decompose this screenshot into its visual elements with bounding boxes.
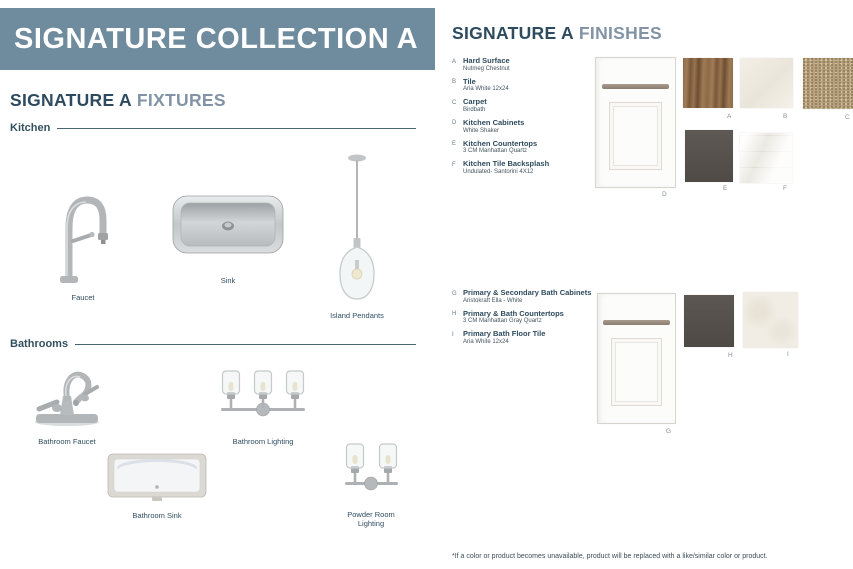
bathroom-sink-label: Bathroom Sink <box>132 511 182 520</box>
finish-title: Hard Surface <box>463 56 510 65</box>
finish-letter: I <box>452 331 454 338</box>
finish-title: Kitchen Countertops <box>463 138 538 148</box>
finish-title: Primary & Bath Countertops <box>463 308 564 318</box>
kitchen-backsplash-swatch <box>740 133 792 183</box>
page-title: SIGNATURE COLLECTION A <box>14 22 419 55</box>
kitchen-section-header <box>10 122 416 134</box>
hard-surface-swatch <box>683 58 733 108</box>
fixtures-heading-secondary: FIXTURES <box>136 90 226 110</box>
island-pendants-item <box>330 152 384 320</box>
finish-item-a <box>452 57 602 73</box>
fixtures-heading-primary: SIGNATURE A <box>10 90 132 110</box>
finish-letter: C <box>452 99 457 106</box>
finish-item-g <box>452 289 602 305</box>
finish-subtitle: 3 CM Manhattan Gray Quartz <box>463 318 542 325</box>
disclaimer-text: *If a color or product becomes unavailable, product will be replaced with a like/similar color or product. <box>452 553 768 560</box>
kitchen-cabinet-door-swatch <box>595 57 676 188</box>
island-pendants-label: Island Pendants <box>330 311 384 320</box>
kitchen-section-divider <box>57 128 416 129</box>
finish-title: Primary & Secondary Bath Cabinets <box>463 288 592 297</box>
finish-letter: E <box>452 141 457 147</box>
finish-subtitle: Aria White 12x24 <box>463 338 509 345</box>
finish-title: Tile <box>463 76 476 86</box>
bath-cabinet-door-swatch <box>597 293 676 424</box>
finish-letter: A <box>452 58 457 65</box>
kitchen-sink-label: Sink <box>220 276 236 285</box>
finish-subtitle: Nutmeg Chestnut <box>463 65 510 72</box>
bathroom-sink-item <box>105 452 209 520</box>
finishes-heading <box>452 23 662 44</box>
swatch-label-h: H <box>728 352 733 359</box>
swatch-label-g: G <box>666 428 672 435</box>
bath-finishes-list <box>452 289 602 351</box>
finish-letter: B <box>452 79 457 86</box>
bathroom-lighting-image <box>213 370 313 428</box>
finishes-heading-secondary: FINISHES <box>578 23 663 43</box>
bathroom-faucet-item <box>25 352 109 446</box>
kitchen-faucet-label: Faucet <box>71 293 95 302</box>
kitchen-faucet-image <box>48 188 118 284</box>
cabinet-handle <box>602 84 670 89</box>
finish-subtitle: Birdbath <box>463 106 486 113</box>
finish-item-d <box>452 119 602 135</box>
finish-item-f <box>452 160 602 176</box>
finish-item-i <box>452 330 602 346</box>
swatch-label-f: F <box>783 185 787 192</box>
kitchen-finishes-list <box>452 57 602 181</box>
finish-letter: G <box>452 290 457 297</box>
swatch-label-b: B <box>783 113 788 120</box>
kitchen-countertop-swatch <box>685 130 733 182</box>
kitchen-faucet-item <box>43 188 123 302</box>
cabinet-handle <box>603 320 669 325</box>
finishes-heading-primary: SIGNATURE A <box>452 23 574 43</box>
bathrooms-section-label: Bathrooms <box>10 338 69 350</box>
bathroom-faucet-image <box>27 352 107 428</box>
carpet-swatch <box>803 58 853 109</box>
finish-title: Kitchen Tile Backsplash <box>463 159 550 169</box>
finish-subtitle: 3 CM Manhattan Quartz <box>463 148 528 155</box>
fixtures-heading <box>10 90 226 111</box>
powder-room-lighting-item <box>336 441 406 528</box>
banner <box>0 8 435 70</box>
powder-room-lighting-image <box>339 441 404 501</box>
bathrooms-section-divider <box>75 344 416 345</box>
bathroom-lighting-label: Bathroom Lighting <box>232 437 294 446</box>
finish-subtitle: Aria White 12x24 <box>463 86 509 93</box>
powder-room-lighting-label: Powder Room Lighting <box>347 510 395 528</box>
finish-letter: F <box>452 161 456 168</box>
finish-subtitle: Aristokraft Ella - White <box>463 297 523 304</box>
bathrooms-section-header <box>10 338 416 350</box>
swatch-label-i: I <box>787 351 789 358</box>
bath-countertop-swatch <box>684 295 734 347</box>
cabinet-panel <box>609 102 661 170</box>
bathroom-sink-image <box>107 452 207 502</box>
tile-swatch <box>740 58 793 108</box>
finish-letter: H <box>452 311 457 318</box>
swatch-label-c: C <box>845 114 850 121</box>
finish-item-b <box>452 78 602 94</box>
finish-item-c <box>452 98 602 114</box>
finish-title: Carpet <box>463 97 487 107</box>
swatch-label-a: A <box>727 113 732 120</box>
finish-item-e <box>452 140 602 156</box>
finish-subtitle: White Shaker <box>463 127 500 134</box>
finish-item-h <box>452 310 602 326</box>
swatch-label-d: D <box>662 191 667 198</box>
kitchen-section-label: Kitchen <box>10 122 51 134</box>
cabinet-panel <box>611 338 662 406</box>
finish-subtitle: Undulated- Santorini 4X12 <box>463 168 534 175</box>
kitchen-sink-image <box>172 195 284 255</box>
finish-title: Primary Bath Floor Tile <box>463 329 546 339</box>
bathroom-lighting-item <box>211 370 315 446</box>
finish-title: Kitchen Cabinets <box>463 117 525 127</box>
island-pendant-image <box>332 152 382 302</box>
finish-letter: D <box>452 120 457 127</box>
swatch-label-e: E <box>723 185 728 192</box>
bathroom-faucet-label: Bathroom Faucet <box>38 437 96 446</box>
kitchen-sink-item <box>166 195 290 285</box>
bath-floor-tile-swatch <box>743 292 798 348</box>
